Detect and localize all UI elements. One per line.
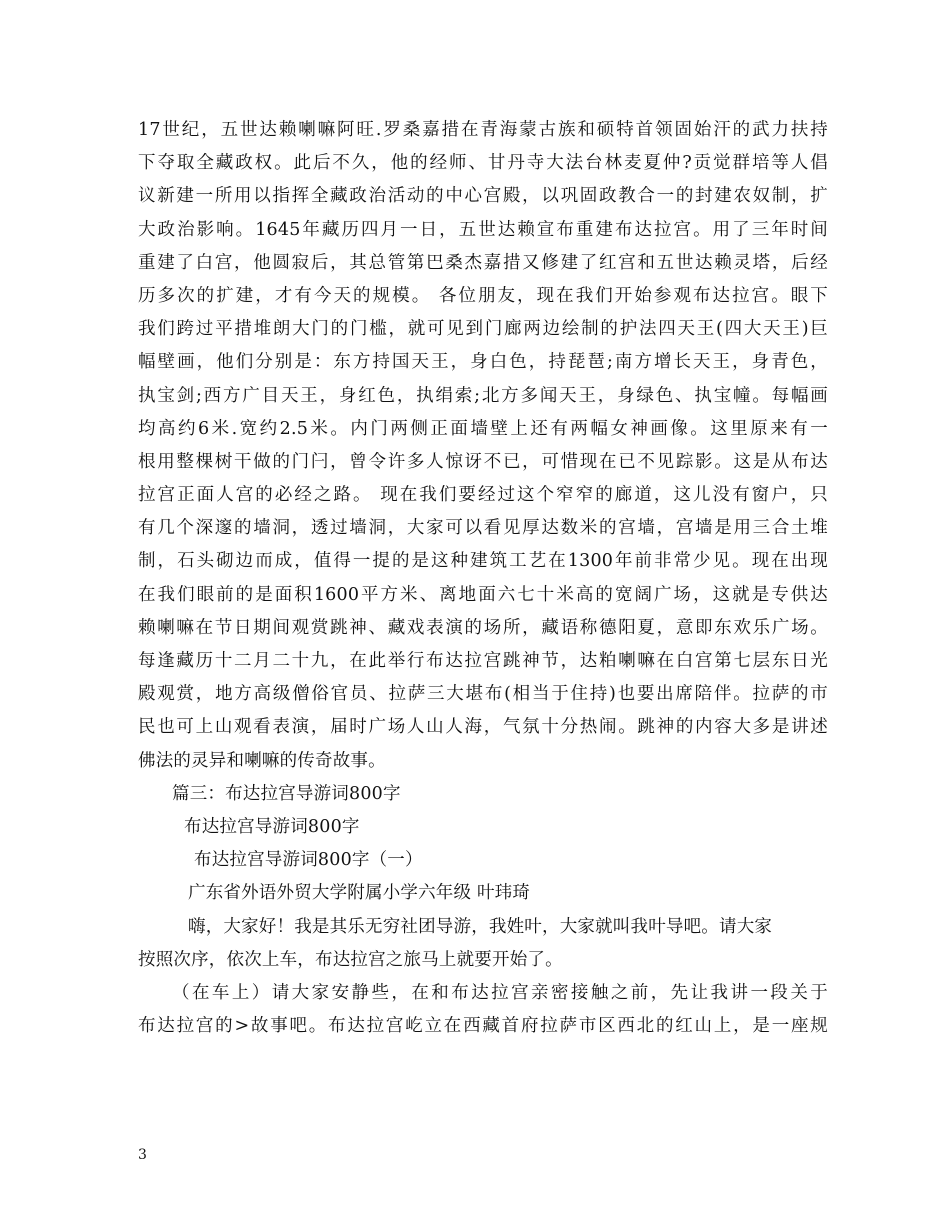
section-heading: 篇三：布达拉宫导游词800字 — [172, 783, 401, 804]
text-line: （在车上）请大家安静些，在和布达拉宫亲密接触之前，先让我讲一段关于 — [172, 982, 828, 1003]
article-subtitle: 布达拉宫导游词800字（一） — [194, 850, 423, 871]
article-title: 布达拉宫导游词800字 — [184, 816, 360, 837]
text-line: 议新建一所用以指挥全藏政治活动的中心宫殿，以巩固政教合一的封建农奴制，扩 — [138, 186, 828, 207]
text-line: 根用整棵树干做的门闩，曾令许多人惊讶不已，可惜现在已不见踪影。这是从布达 — [138, 451, 828, 472]
paragraph-2 — [138, 911, 828, 977]
page-number: 3 — [138, 1147, 147, 1163]
text-line: 嗨，大家好！我是其乐无穷社团导游，我姓叶，大家就叫我叶导吧。请大家 — [188, 916, 773, 937]
text-line: 大政治影响。1645年藏历四月一日，五世达赖宣布重建布达拉宫。用了三年时间 — [138, 219, 828, 240]
text-line: 有几个深邃的墙洞，透过墙洞，大家可以看见厚达数米的宫墙，宫墙是用三合土堆 — [138, 518, 828, 539]
text-line: 执宝剑;西方广目天王，身红色，执绢索;北方多闻天王，身绿色、执宝幢。每幅画 — [138, 385, 828, 406]
text-line: 拉宫正面人宫的必经之路。 现在我们要经过这个窄窄的廊道，这儿没有窗户，只 — [138, 485, 828, 506]
text-line: 制，石头砌边而成，值得一提的是这种建筑工艺在1300年前非常少见。现在出现 — [138, 551, 828, 572]
text-line: 17世纪，五世达赖喇嘛阿旺.罗桑嘉措在青海蒙古族和硕特首领固始汗的武力扶持 — [138, 120, 828, 140]
text-line: 每逢藏历十二月二十九，在此举行布达拉宫跳神节，达粕喇嘛在白宫第七层东日光 — [138, 651, 828, 671]
paragraph-1 — [138, 114, 828, 778]
text-line: 历多次的扩建，才有今天的规模。 各位朋友，现在我们开始参观布达拉宫。眼下 — [138, 285, 828, 306]
text-line: 下夺取全藏政权。此后不久，他的经师、甘丹寺大法台林麦夏仲?贡觉群培等人倡 — [138, 153, 828, 174]
text-line: 布达拉宫的>故事吧。布达拉宫屹立在西藏首府拉萨市区西北的红山上，是一座规 — [138, 1016, 828, 1037]
text-line: 幅壁画，他们分别是：东方持国天王，身白色，持琵琶;南方增长天王，身青色， — [138, 352, 828, 373]
text-line: 重建了白宫，他圆寂后，其总管第巴桑杰嘉措又修建了红宫和五世达赖灵塔，后经 — [138, 252, 828, 273]
document-body — [138, 114, 828, 1043]
author-line: 广东省外语外贸大学附属小学六年级 叶玮琦 — [188, 883, 531, 904]
text-line: 在我们眼前的是面积1600平方米、离地面六七十米高的宽阔广场，这就是专供达 — [138, 584, 828, 605]
paragraph-3 — [138, 977, 828, 1043]
text-line: 我们跨过平措堆朗大门的门槛，就可见到门廊两边绘制的护法四天王(四大天王)巨 — [138, 319, 828, 340]
text-line: 殿观赏，地方高级僧俗官员、拉萨三大堪布(相当于住持)也要出席陪伴。拉萨的市 — [138, 684, 828, 705]
text-line: 民也可上山观看表演，届时广场人山人海，气氛十分热闹。跳神的内容大多是讲述 — [138, 717, 828, 738]
text-line: 赖喇嘛在节日期间观赏跳神、藏戏表演的场所，藏语称德阳夏，意即东欢乐广场。 — [138, 617, 828, 638]
text-line: 按照次序，依次上车，布达拉宫之旅马上就要开始了。 — [138, 949, 563, 970]
text-line: 均高约6米.宽约2.5米。内门两侧正面墙壁上还有两幅女神画像。这里原来有一 — [138, 418, 828, 439]
text-line: 佛法的灵异和喇嘛的传奇故事。 — [138, 750, 386, 771]
